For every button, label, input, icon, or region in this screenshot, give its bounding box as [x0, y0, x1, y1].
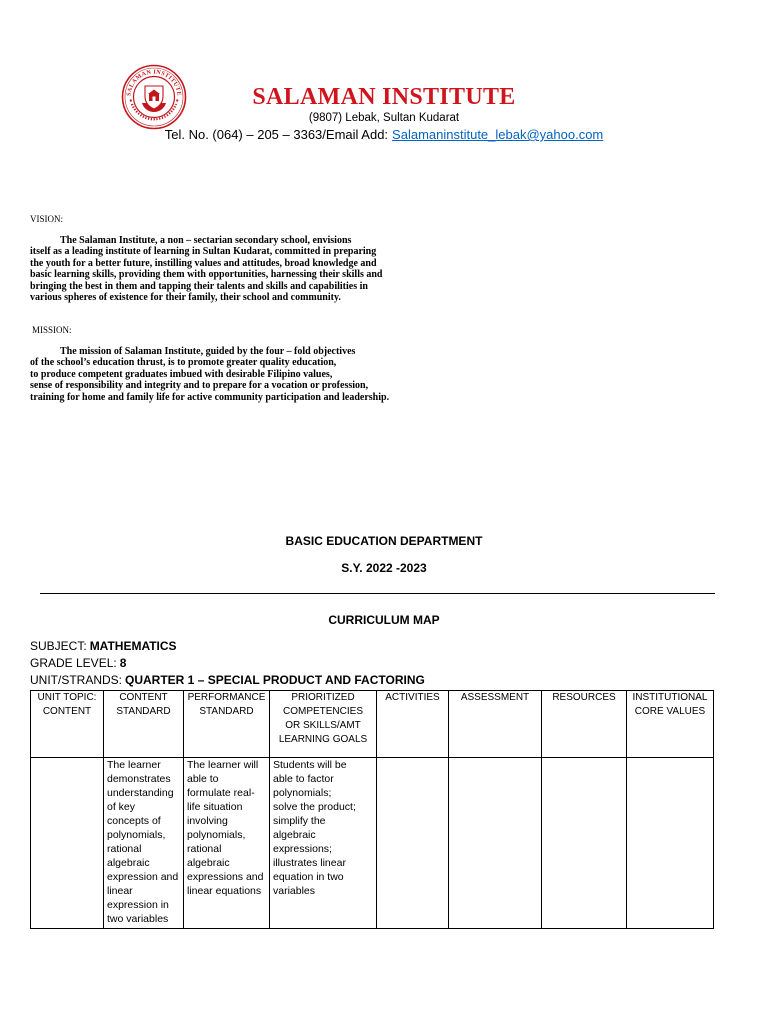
unit-strands-label: UNIT/STRANDS: — [30, 673, 123, 687]
document-title: CURRICULUM MAP — [328, 613, 440, 627]
grade-level-line — [30, 655, 126, 672]
cell-core-values — [627, 758, 714, 929]
contact-line — [0, 127, 768, 143]
grade-level-label: GRADE LEVEL: — [30, 656, 117, 670]
mission-text: The mission of Salaman Institute, guided by the four – fold objectives of the school’s education thrust, is to promote greater quality education, to produce competent graduates imbued with desirable Filipino values, sense of responsibility and integrity and to prepare for a vocation or profession, training for home and family life for active community participation and leadership. — [30, 346, 390, 403]
cell-assessment — [449, 758, 542, 929]
horizontal-rule — [40, 593, 715, 594]
page-title: SALAMAN INSTITUTE — [252, 84, 516, 110]
table-head — [31, 691, 714, 758]
cell-competencies: Students will be able to factor polynomials; solve the product; simplify the algebraic expressions; illustrates linear equation in two variables — [270, 758, 377, 929]
table-row — [31, 758, 714, 929]
email-link[interactable]: Salamaninstitute_lebak@yahoo.com — [392, 127, 604, 142]
header-content-standard: CONTENT STANDARD — [104, 691, 184, 758]
header-competencies: PRIORITIZED COMPETENCIES OR SKILLS/AMT LEARNING GOALS — [270, 691, 377, 758]
subject-label: SUBJECT: — [30, 639, 87, 653]
cell-activities — [377, 758, 449, 929]
header-assessment: ASSESSMENT — [449, 691, 542, 758]
cell-performance-standard: The learner will able to formulate real- life situation involving polynomials, rational algebraic expressions and linear equations — [184, 758, 270, 929]
cell-content-standard: The learner demonstrates understanding of key concepts of polynomials, rational algebraic expression and linear expression in two variables — [104, 758, 184, 929]
vision-heading: VISION: — [30, 214, 63, 224]
header-performance-standard: PERFORMANCE STANDARD — [184, 691, 270, 758]
subject-line — [30, 638, 177, 655]
department-title: BASIC EDUCATION DEPARTMENT — [285, 534, 483, 548]
cell-resources — [542, 758, 627, 929]
contact-info: Tel. No. (064) – 205 – 3363/Email Add: — [164, 127, 389, 142]
school-address: (9807) Lebak, Sultan Kudarat — [308, 112, 460, 124]
vision-text: The Salaman Institute, a non – sectarian secondary school, envisions itself as a leading institute of learning in Sultan Kudarat, committed in preparing the youth for a better future, instilling values and attitudes, broad knowledge and basic learning skills, providing them with opportunities, harnessing their skills and bringing the best in them and tapping their talents and skills and capabilities in various spheres of existence for their family, their school and community. — [30, 235, 383, 304]
curriculum-map-table — [30, 690, 714, 929]
school-year: S.Y. 2022 -2023 — [341, 561, 427, 575]
mission-heading: MISSION: — [32, 325, 72, 335]
grade-level-value: 8 — [119, 656, 127, 670]
unit-strands-line — [30, 672, 425, 689]
seal-arc-label: SALAMAN INSTITUTE — [126, 69, 182, 97]
header-core-values: INSTITUTIONAL CORE VALUES — [627, 691, 714, 758]
table-body — [31, 758, 714, 929]
header-resources: RESOURCES — [542, 691, 627, 758]
subject-value: MATHEMATICS — [89, 639, 177, 653]
table-header-row — [31, 691, 714, 758]
unit-strands-value: QUARTER 1 – SPECIAL PRODUCT AND FACTORING — [125, 673, 425, 687]
cell-unit-topic — [31, 758, 104, 929]
header-unit-topic: UNIT TOPIC: CONTENT — [31, 691, 104, 758]
header-activities: ACTIVITIES — [377, 691, 449, 758]
